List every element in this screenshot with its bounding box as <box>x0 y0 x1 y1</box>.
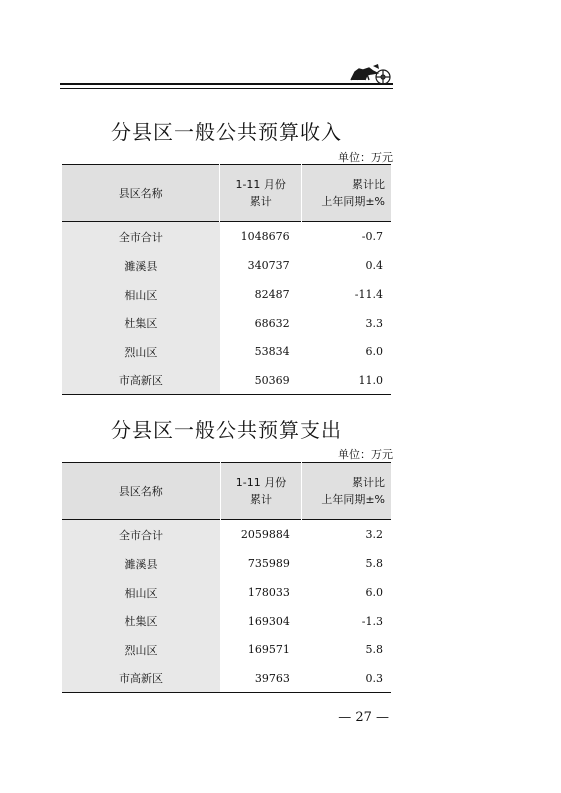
table-header-row <box>62 463 391 520</box>
row-name: 相山区 <box>62 578 220 607</box>
row-name: 烈山区 <box>62 636 220 665</box>
row-name: 市高新区 <box>62 366 220 395</box>
table-row <box>62 520 391 550</box>
row-name: 杜集区 <box>62 309 220 338</box>
table1-title: 分县区一般公共预算收入 <box>111 120 342 144</box>
row-name: 杜集区 <box>62 607 220 636</box>
row-name: 全市合计 <box>62 520 220 550</box>
row-change: 11.0 <box>358 373 383 387</box>
expenditure-table <box>62 462 391 693</box>
horse-carriage-icon <box>345 60 393 86</box>
table-row <box>62 550 391 579</box>
header-cumulative: 1-11 月份 累计 <box>220 165 302 222</box>
table-row <box>62 252 391 281</box>
row-value: 169571 <box>247 643 290 657</box>
revenue-table <box>62 164 391 395</box>
header-rule-thin <box>60 88 393 89</box>
row-value: 68632 <box>254 316 290 330</box>
row-value: 39763 <box>254 671 290 685</box>
table-row <box>62 664 391 693</box>
table-row <box>62 607 391 636</box>
row-change: 6.0 <box>365 345 383 359</box>
table2-title: 分县区一般公共预算支出 <box>111 418 342 442</box>
header-yoy: 累计比 上年同期±% <box>321 178 385 208</box>
row-change: 3.2 <box>365 528 383 542</box>
row-name: 烈山区 <box>62 338 220 367</box>
table1-unit: 单位：万元 <box>338 151 393 164</box>
page-number: — 27 — <box>338 710 389 725</box>
header-name: 县区名称 <box>62 463 220 520</box>
row-change: 5.8 <box>365 557 383 571</box>
table2-unit: 单位：万元 <box>338 448 393 461</box>
row-value: 50369 <box>254 373 290 387</box>
header-rule <box>60 83 393 85</box>
row-value: 1048676 <box>240 230 290 244</box>
table-row <box>62 280 391 309</box>
row-name: 濉溪县 <box>62 252 220 281</box>
row-value: 2059884 <box>240 528 290 542</box>
row-name: 全市合计 <box>62 222 220 252</box>
row-change: -1.3 <box>361 614 383 628</box>
row-change: -0.7 <box>361 230 383 244</box>
row-name: 相山区 <box>62 280 220 309</box>
row-change: 0.3 <box>365 671 383 685</box>
row-value: 178033 <box>247 586 290 600</box>
row-value: 735989 <box>247 557 290 571</box>
row-name: 濉溪县 <box>62 550 220 579</box>
header-cumulative: 1-11 月份 累计 <box>220 463 302 520</box>
row-change: 3.3 <box>365 316 383 330</box>
row-name: 市高新区 <box>62 664 220 693</box>
table-row <box>62 578 391 607</box>
table-row <box>62 338 391 367</box>
table-row <box>62 366 391 395</box>
header-yoy: 累计比 上年同期±% <box>321 476 385 506</box>
table-row <box>62 309 391 338</box>
table-header-row <box>62 165 391 222</box>
row-value: 82487 <box>254 288 290 302</box>
table-row <box>62 636 391 665</box>
row-change: 5.8 <box>365 643 383 657</box>
row-change: 6.0 <box>365 586 383 600</box>
header-name: 县区名称 <box>62 165 220 222</box>
row-change: 0.4 <box>365 259 383 273</box>
row-value: 340737 <box>247 259 290 273</box>
row-value: 169304 <box>247 614 290 628</box>
row-change: -11.4 <box>354 288 383 302</box>
row-value: 53834 <box>254 345 290 359</box>
table-row <box>62 222 391 252</box>
